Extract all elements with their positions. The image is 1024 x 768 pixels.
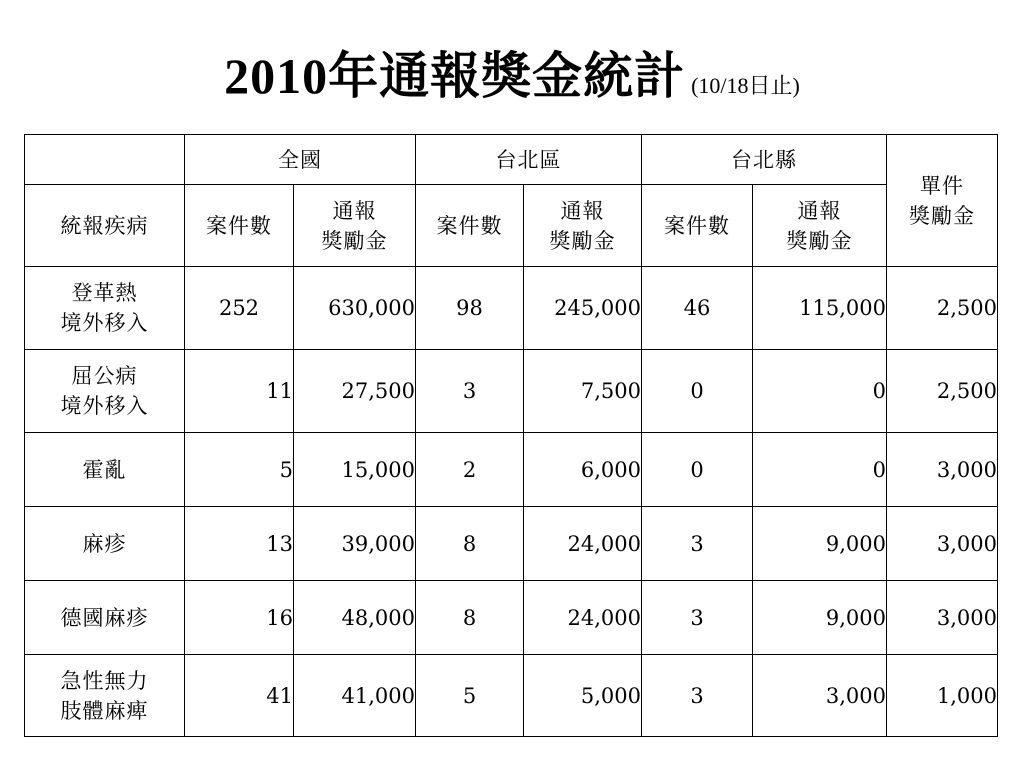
taipei-city-cases: 98: [416, 267, 524, 350]
taipei-county-bonus-header: 通報 獎勵金: [753, 185, 887, 267]
group-header-taipei-county: 台北縣: [642, 135, 887, 185]
national-bonus: 39,000: [294, 507, 416, 581]
taipei-county-cases: 46: [642, 267, 753, 350]
taipei-city-bonus: 5,000: [524, 655, 642, 737]
national-cases-header: 案件數: [185, 185, 294, 267]
taipei-city-bonus: 24,000: [524, 581, 642, 655]
taipei-city-bonus: 245,000: [524, 267, 642, 350]
taipei-city-bonus: 24,000: [524, 507, 642, 581]
taipei-city-cases: 8: [416, 581, 524, 655]
disease-name: 麻疹: [25, 507, 185, 581]
table-row: [25, 507, 998, 581]
taipei-county-cases: 3: [642, 507, 753, 581]
national-bonus-header: 通報 獎勵金: [294, 185, 416, 267]
disease-name: 屈公病 境外移入: [25, 350, 185, 433]
national-cases: 11: [185, 350, 294, 433]
taipei-county-cases-header: 案件數: [642, 185, 753, 267]
taipei-county-cases: 0: [642, 433, 753, 507]
national-bonus: 27,500: [294, 350, 416, 433]
taipei-city-bonus: 6,000: [524, 433, 642, 507]
taipei-county-bonus: 0: [753, 433, 887, 507]
blank-header-cell: [25, 135, 185, 185]
group-header-national: 全國: [185, 135, 416, 185]
group-header-taipei-city: 台北區: [416, 135, 642, 185]
page-title: [0, 36, 1024, 108]
national-cases: 41: [185, 655, 294, 737]
national-cases: 13: [185, 507, 294, 581]
table-row: [25, 655, 998, 737]
national-cases: 5: [185, 433, 294, 507]
unit-bonus-header-line2: 獎勵金: [909, 203, 975, 228]
disease-header: 統報疾病: [25, 185, 185, 267]
taipei-county-bonus: 0: [753, 350, 887, 433]
taipei-city-cases: 3: [416, 350, 524, 433]
taipei-county-bonus: 9,000: [753, 507, 887, 581]
disease-name: 登革熱 境外移入: [25, 267, 185, 350]
taipei-county-bonus: 3,000: [753, 655, 887, 737]
national-cases: 252: [185, 267, 294, 350]
taipei-county-cases: 3: [642, 655, 753, 737]
national-bonus: 48,000: [294, 581, 416, 655]
taipei-county-bonus: 9,000: [753, 581, 887, 655]
title-main: 2010年通報獎金統計: [224, 48, 686, 104]
bonus-statistics-table: [24, 134, 998, 737]
taipei-county-bonus: 115,000: [753, 267, 887, 350]
disease-name: 急性無力 肢體麻痺: [25, 655, 185, 737]
disease-name: 霍亂: [25, 433, 185, 507]
column-header-row: [25, 185, 998, 267]
unit-bonus: 3,000: [887, 433, 998, 507]
table-row: [25, 267, 998, 350]
taipei-city-cases: 5: [416, 655, 524, 737]
title-date-note: (10/18日止): [691, 73, 800, 98]
unit-bonus: 2,500: [887, 267, 998, 350]
taipei-city-cases-header: 案件數: [416, 185, 524, 267]
table-row: [25, 581, 998, 655]
national-cases: 16: [185, 581, 294, 655]
group-header-row: [25, 135, 998, 185]
taipei-city-bonus-header: 通報 獎勵金: [524, 185, 642, 267]
taipei-city-bonus: 7,500: [524, 350, 642, 433]
unit-bonus: 1,000: [887, 655, 998, 737]
national-bonus: 41,000: [294, 655, 416, 737]
taipei-city-cases: 8: [416, 507, 524, 581]
unit-bonus: 3,000: [887, 507, 998, 581]
national-bonus: 630,000: [294, 267, 416, 350]
unit-bonus-header: [887, 135, 998, 267]
disease-name: 德國麻疹: [25, 581, 185, 655]
taipei-county-cases: 0: [642, 350, 753, 433]
table-row: [25, 433, 998, 507]
taipei-county-cases: 3: [642, 581, 753, 655]
taipei-city-cases: 2: [416, 433, 524, 507]
unit-bonus-header-line1: 單件: [920, 173, 964, 198]
unit-bonus: 3,000: [887, 581, 998, 655]
national-bonus: 15,000: [294, 433, 416, 507]
table-row: [25, 350, 998, 433]
unit-bonus: 2,500: [887, 350, 998, 433]
